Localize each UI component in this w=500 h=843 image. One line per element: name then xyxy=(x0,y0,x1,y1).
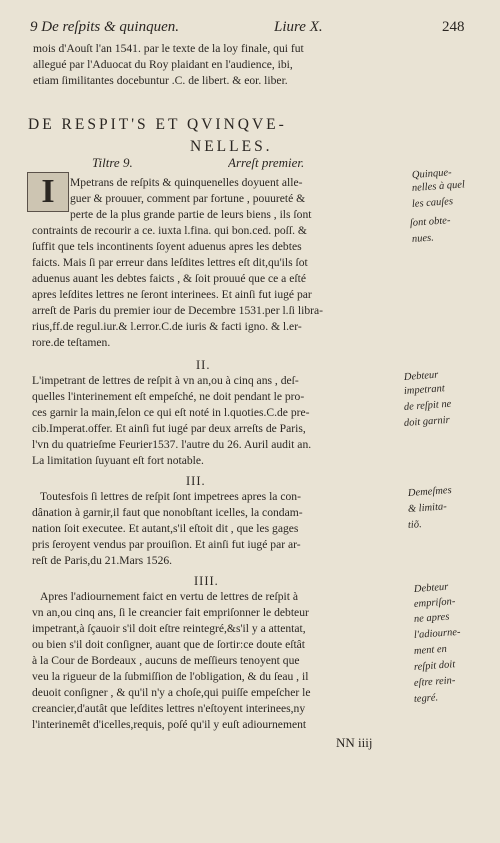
margin-note-1-line-4: ſont obte- xyxy=(409,215,451,229)
margin-note-4-line-7: eſtre rein- xyxy=(413,675,456,689)
intro-line-3: etiam ſimilitantes docebuntur .C. de libert. & eor. liber. xyxy=(33,74,288,87)
section-number-4: IIII. xyxy=(194,574,219,588)
para4-line-8: creancier,d'autât que leſdites lettres n'eſtoyent interinees,ny xyxy=(32,702,306,715)
para4-line-4: ou bien s'il doit conſigner, auant que de ſortir:ce doute eſtât xyxy=(32,638,306,651)
para4-line-6: veu la rigueur de la ſubmiſſion de l'obligation, & du ſeau , il xyxy=(32,670,309,683)
section-title-line-2: NELLES. xyxy=(190,138,273,155)
margin-note-1-line-5: nues. xyxy=(411,232,435,245)
para2-line-5: l'vn du quatrieſme Feurier1537. l'autre du 26. Auril audit an. xyxy=(32,438,312,451)
margin-note-1-line-3: les cauſes xyxy=(411,196,454,210)
margin-note-2-line-3: de reſpit ne xyxy=(403,398,452,413)
margin-note-3-line-1: Demeſmes xyxy=(407,484,452,499)
para4-line-9: l'interinemêt d'icelles,requis, poſé qu'il y euſt adiournement xyxy=(32,718,307,731)
para1-line-4: contraints de recourir a ce. iuxta l.fina. qui bon.ced. poſſ. & xyxy=(32,224,307,237)
para4-line-1: Apres l'adiournement faict en vertu de lettres de reſpit à xyxy=(40,590,299,603)
margin-note-4-line-8: tegré. xyxy=(413,692,439,705)
intro-line-1: mois d'Aouſt l'an 1541. par le texte de la loy finale, qui fut xyxy=(33,42,304,55)
para2-line-1: L'impetrant de lettres de reſpit à vn an,ou à cinq ans , deſ- xyxy=(32,374,299,387)
running-header-center: Liure X. xyxy=(274,19,323,35)
para1-line-5: ſuffit que tels incontinents ſoyent aduenus apres les debtes xyxy=(32,240,302,253)
para3-line-2: dânation à garnir,il faut que nonobſtant icelles, la condam- xyxy=(32,506,303,519)
section-number-3: III. xyxy=(186,474,206,488)
para1-line-2: guer & prouuer, comment par fortune , pouureté & xyxy=(70,192,306,205)
para4-line-5: à la Cour de Bordeaux , aucuns de meſſieurs tenoyent que xyxy=(32,654,300,667)
para4-line-2: vn an,ou cinq ans, ſi le creancier fait empriſonner le debteur xyxy=(32,606,309,619)
margin-note-4-line-2: empriſon- xyxy=(413,596,456,610)
margin-note-3-line-2: & limita- xyxy=(407,501,448,515)
margin-note-3-line-3: tiõ. xyxy=(407,519,423,531)
section-number-2: II. xyxy=(196,358,211,372)
margin-note-4-line-4: l'adiourne- xyxy=(413,626,461,641)
margin-note-2-line-2: impetrant xyxy=(403,383,446,397)
para3-line-3: nation ſoit executee. Et autant,s'il eſtoit dit , que les gages xyxy=(32,522,299,535)
margin-note-2-line-1: Debteur xyxy=(403,369,439,383)
signature-mark: NN iiij xyxy=(336,736,373,750)
para2-line-4: cib.Imperat.offer. Et ainſi fut iugé par deux arreſts de Paris, xyxy=(32,422,306,435)
para1-line-11: rore.de teſtamen. xyxy=(32,336,111,349)
para4-line-3: impetrant,à ſçauoir s'il doit eſtre reintegré,&s'il y a attentat, xyxy=(32,622,306,635)
margin-note-4-line-5: ment en xyxy=(413,643,448,657)
running-header-left: 9 De reſpits & quinquen. xyxy=(30,19,180,35)
intro-line-2: allegué par l'Aduocat du Roy plaidant en l'audience, ibi, xyxy=(33,58,293,71)
margin-note-2-line-4: doit garnir xyxy=(403,414,451,429)
para2-line-2: quelles l'interinement eſt empeſché, ne doit pendant le pro- xyxy=(32,390,305,403)
para2-line-3: ces garnir la main,ſelon ce qui eſt noté in l.quoties.C.de pre- xyxy=(32,406,310,419)
margin-note-1-line-2: nelles à quel xyxy=(411,179,466,194)
titre-label: Tiltre 9. xyxy=(92,155,133,170)
para1-line-7: aduenus auant les debtes faicts , & ſoit prouué que ce a eſté xyxy=(32,272,306,285)
para1-line-1: Mpetrans de reſpits & quinquenelles doyuent alle- xyxy=(70,176,303,189)
para3-line-1: Toutesfois ſi lettres de reſpit ſont impetrees apres la con- xyxy=(40,490,301,503)
para4-line-7: deuoit conſigner , & qu'il n'y a choſe,qui puiſſe empeſcher le xyxy=(32,686,311,699)
para1-line-9: arreſt de Paris du premier iour de Decembre 1531.per l.ſi libra- xyxy=(32,304,324,317)
margin-note-4-line-3: ne apres xyxy=(413,611,450,625)
margin-note-4-line-1: Debteur xyxy=(413,581,449,595)
drop-cap: I xyxy=(27,172,69,212)
page-number: 248 xyxy=(442,19,465,35)
para3-line-4: pris ſeroyent vendus par prouiſion. Et ainſi fut iugé par ar- xyxy=(32,538,301,551)
para3-line-5: reſt de Paris,du 21.Mars 1526. xyxy=(32,554,173,567)
para1-line-8: apres leſdites lettres ne ſeront interinees. Et ainſi fut iugé par xyxy=(32,288,312,301)
arrest-heading: Arreſt premier. xyxy=(228,155,305,170)
margin-note-1-line-1: Quinque- xyxy=(411,167,452,181)
para1-line-3: perte de la plus grande partie de leurs biens , ils ſont xyxy=(70,208,312,221)
margin-note-4-line-6: reſpit doit xyxy=(413,659,456,673)
para2-line-6: La limitation ſuyuant eſt fort notable. xyxy=(32,454,204,467)
para1-line-6: faicts. Mais ſi par erreur dans leſdites lettres eſt dit,qu'ils ſot xyxy=(32,256,308,269)
section-title-line-1: DE RESPIT'S ET QVINQVE- xyxy=(28,116,287,133)
para1-line-10: rius,ff.de regul.iur.& l.error.C.de iuris & facti igno. & l.er- xyxy=(32,320,302,333)
